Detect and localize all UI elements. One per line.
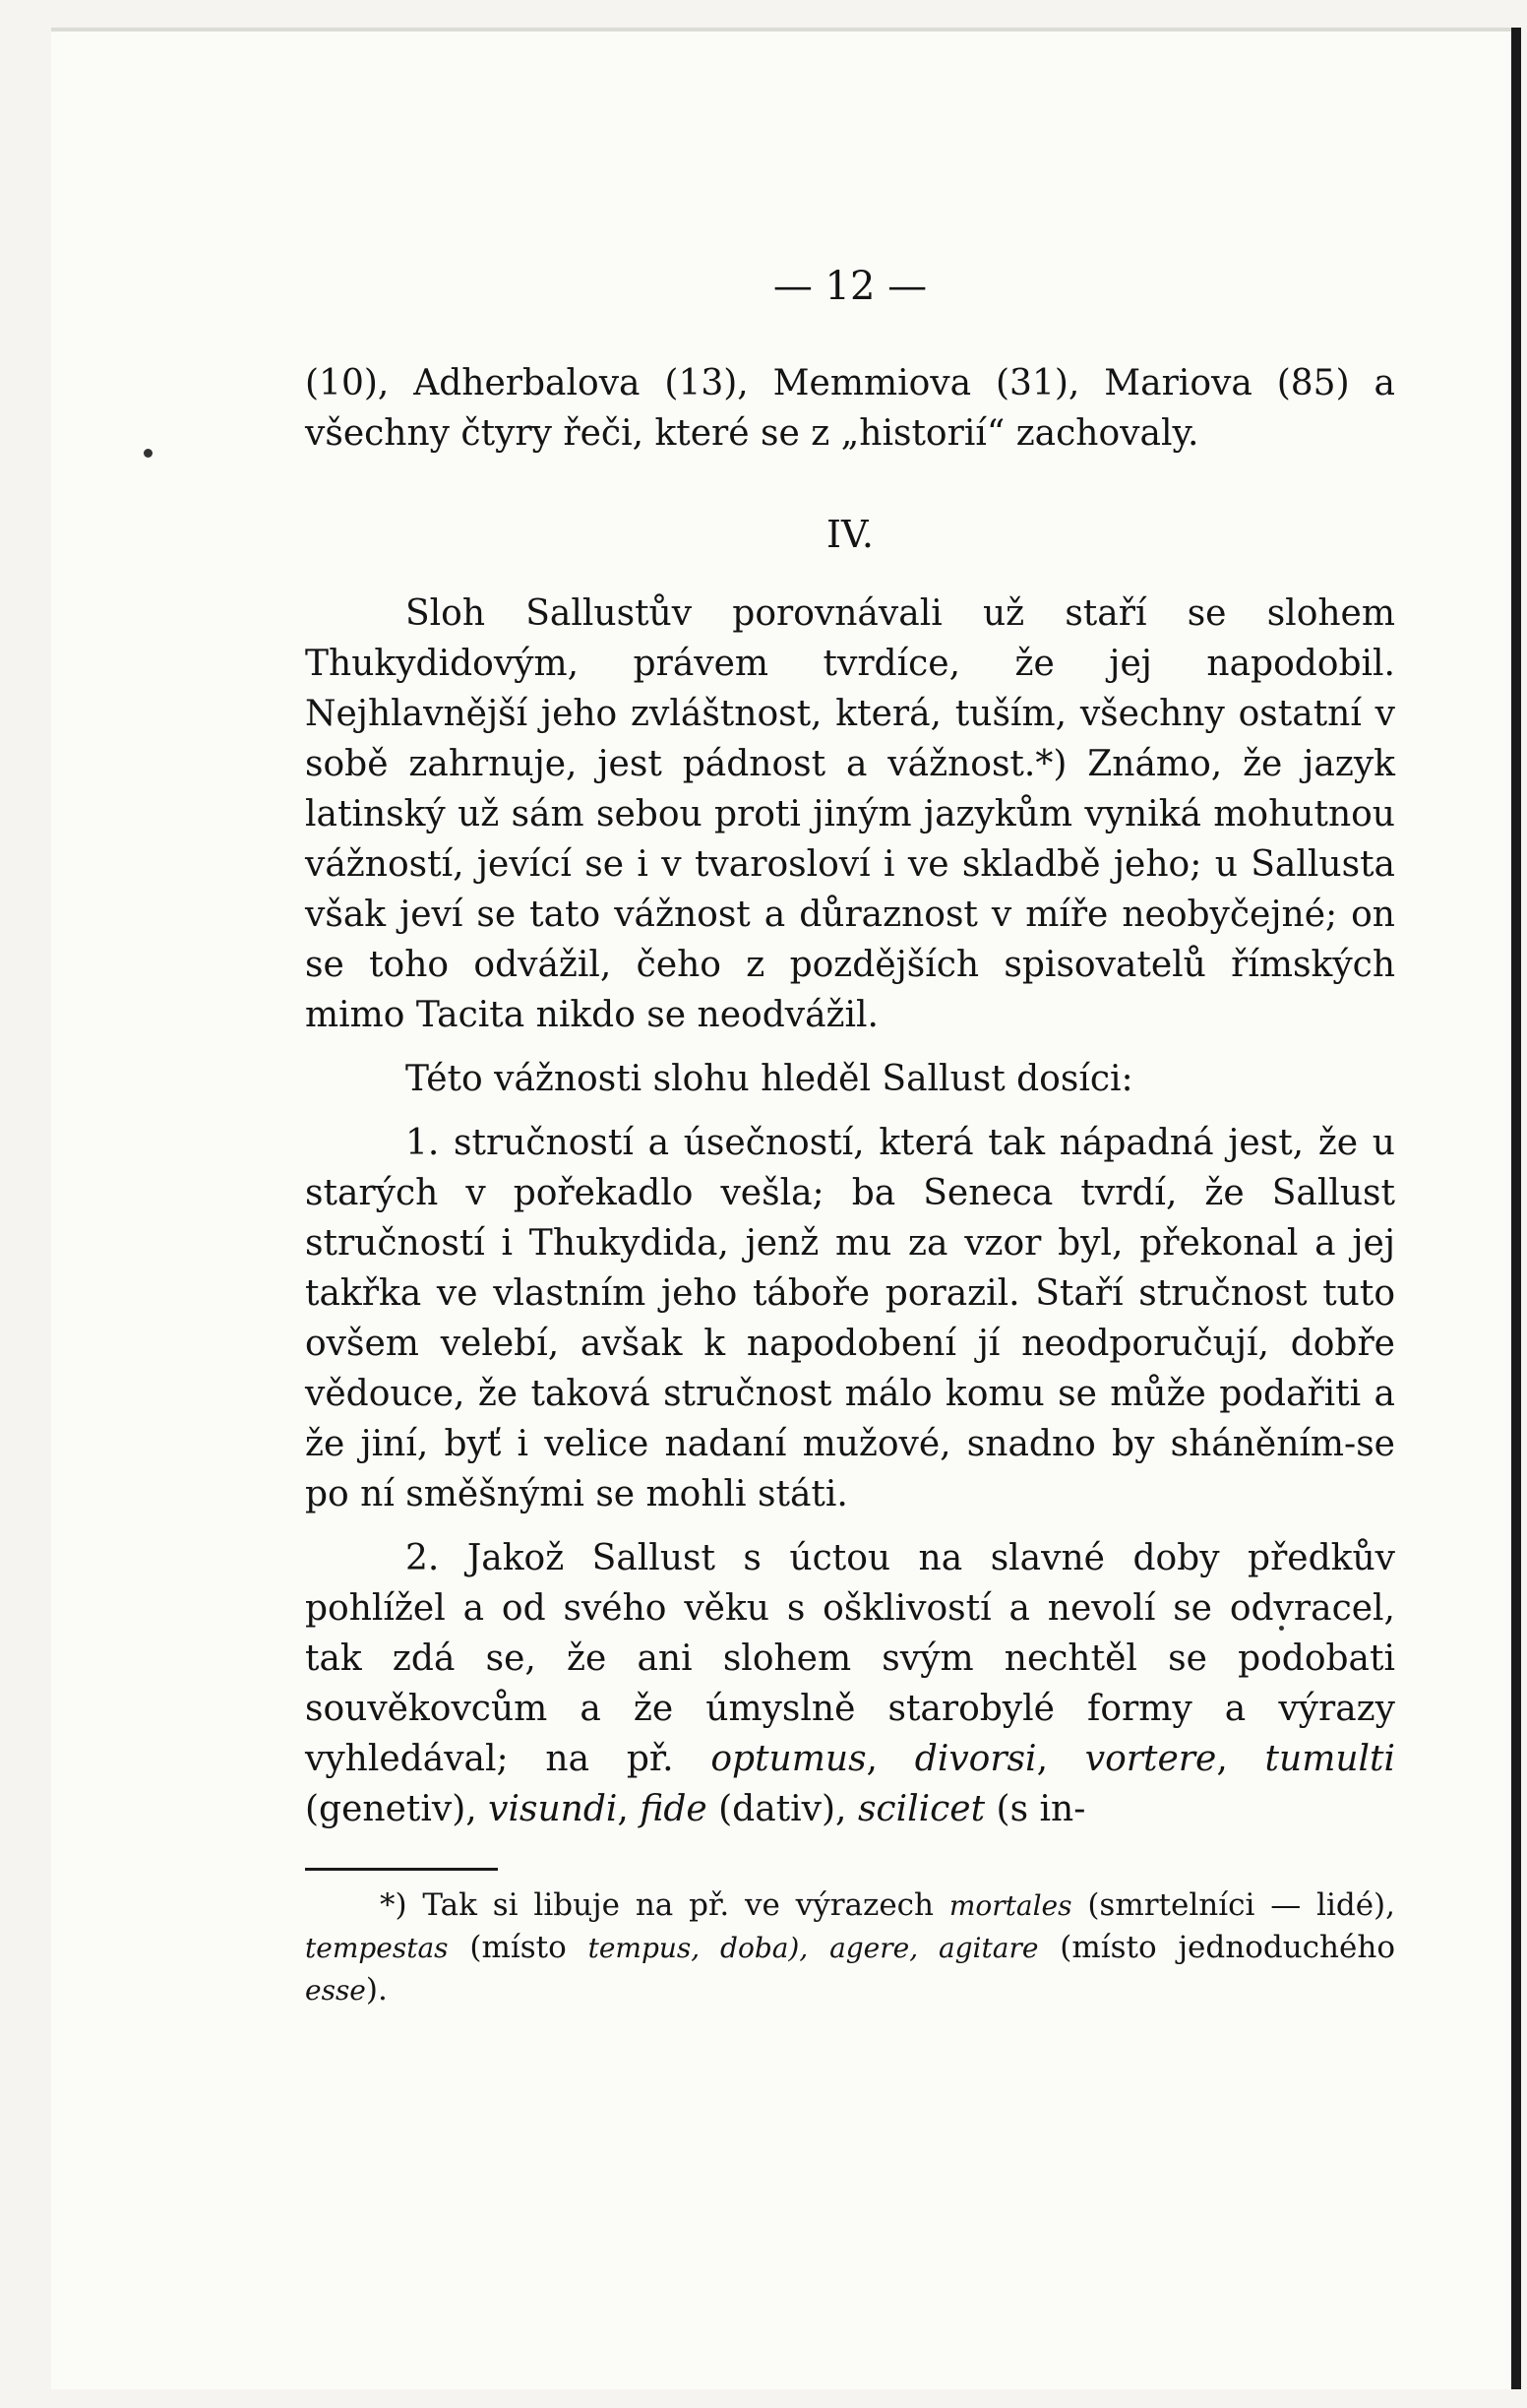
book-page [51,28,1521,2389]
footnote-part: ). [365,1972,388,2007]
footnote-rule [305,1868,498,1871]
italic-term: visundi [488,1789,618,1829]
footnote-part: (místo jednoduchého [1060,1930,1395,1965]
paragraph-4-text: (s in- [996,1789,1086,1829]
footnote-part: *) Tak si libuje na př. ve výrazech [380,1887,935,1923]
paragraph-4-text: (genetiv), [305,1789,477,1829]
italic-term: divorsi [914,1739,1037,1779]
italic-term: scilicet [857,1789,986,1829]
footnote-term: tempestas [305,1932,449,1964]
page-text [305,262,1395,2011]
italic-term: fide [640,1789,707,1829]
footnote-part: (smrtelníci — lidé), [1087,1887,1396,1923]
paragraph-2: Této vážnosti slohu hleděl Sallust dosíci: [405,1059,1133,1099]
page-top-edge [51,28,1511,31]
footnote-term: mortales [948,1889,1072,1922]
paragraph-4-text: (dativ), [718,1789,847,1829]
footnote-term: agere, agitare [829,1932,1039,1964]
footnote-term: esse [305,1974,366,2007]
paragraph-1: Sloh Sallustův porovnávali už staří se slohem Thukydidovým, právem tvrdíce, že jej napodobil. Nejhlavnější jeho zvláštnost, která, tuším, všechny ostatní v sobě zahrnuje, jest pádnost a vážnost.*) Známo, že jazyk latinský už sám sebou proti jiným jazykům vyniká mohutnou vážností, jevící se i v tvarosloví i ve skladbě jeho; u Sallusta však jeví se tato vážnost a důraznost v míře neobyčejné; on se toho odvážil, čeho z pozdějších spisovatelů římských mimo Tacita nikdo se neodvážil. [305,593,1395,1035]
footnote [305,1884,1395,2011]
paragraph-3: 1. stručností a úsečností, která tak nápadná jest, že u starých v pořekadlo vešla; ba Seneca tvrdí, že Sallust stručností i Thukydida, jenž mu za vzor byl, překonal a jej takřka ve vlastním jeho táboře porazil. Staří stručnost tuto ovšem velebí, avšak k napodobení jí neodporučují, dobře vědouce, že taková stručnost málo komu se může podařiti a že jiní, byť i velice nadaní mužové, snadno by sháněním-se po ní směšnými se mohli státi. [305,1123,1395,1514]
ink-speck [144,449,153,458]
footnote-term: tempus, doba), [587,1932,809,1964]
footnote-part: (místo [469,1930,567,1965]
paragraph-4: 2. Jakož Sallust s úctou na slavné doby předkův pohlížel a od svého věku s ošklivostí a nevolí se odvracel, tak zdá se, že ani slohem svým nechtěl se podobati souvěkovcům a že úmyslně starobylé formy a výrazy vyhledával; na př. optumus, divorsi, vortere, tumulti (genetiv), visundi, fide (dativ), scilicet (s in- [305,1538,1396,1829]
section-heading: IV. [826,513,874,556]
italic-term: tumulti [1264,1739,1396,1779]
italic-term: optumus [710,1739,867,1779]
italic-term: vortere [1084,1739,1217,1779]
page-number: — 12 — [772,264,928,309]
opening-paragraph: (10), Adherbalova (13), Memmiova (31), Mariova (85) a všechny čtyry řeči, které se z „historií“ zachovaly. [305,363,1395,454]
paragraph-4-main: 2. Jakož Sallust s úctou na slavné doby předkův pohlížel a od svého věku s ošklivostí a nevolí se odvracel, tak zdá se, že ani slohem svým nechtěl se podobati souvěkovcům a že úmyslně starobylé formy a výrazy vyhledával; na př. [305,1538,1395,1779]
footnote-text [305,1884,1395,2011]
